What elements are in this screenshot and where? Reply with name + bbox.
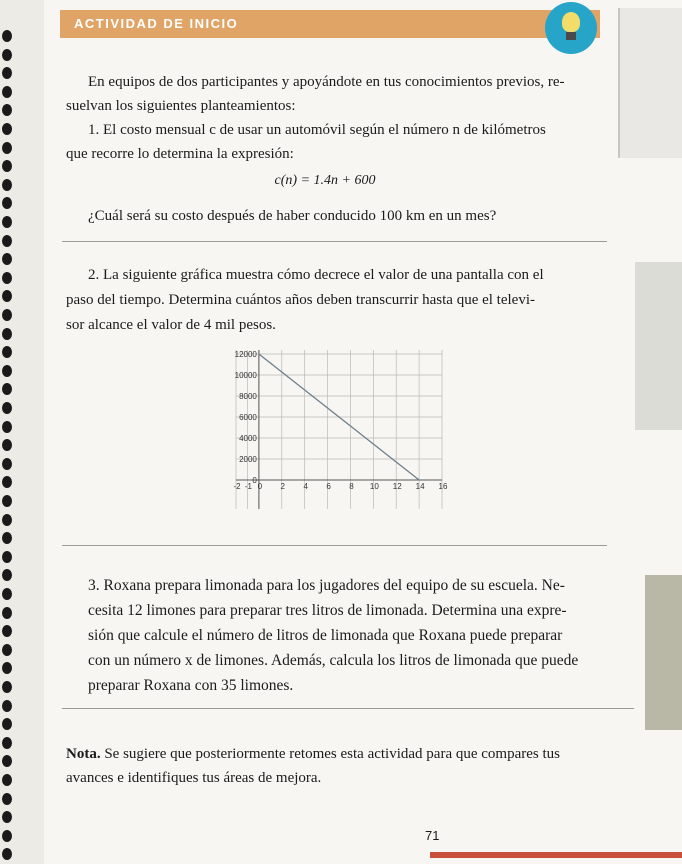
q1-line-1: 1. El costo mensual c de usar un automóvil según el número n de kilómetros [88,122,546,138]
spiral-hole [2,30,12,42]
y-tick-label: 0 [252,476,257,485]
x-tick-label: 6 [326,482,331,491]
spiral-hole [2,272,12,284]
spiral-hole [2,104,12,116]
spiral-hole [2,662,12,674]
spiral-hole [2,755,12,767]
answer-line-2 [62,545,607,546]
spiral-hole [2,328,12,340]
spiral-hole [2,476,12,488]
spiral-hole [2,346,12,358]
spiral-hole [2,718,12,730]
lightbulb-icon [545,2,597,54]
y-tick-label: 12000 [234,350,257,359]
spiral-hole [2,588,12,600]
note-text: Se sugiere que posteriormente retomes esta actividad para que compares tus [100,746,560,762]
spiral-hole [2,290,12,302]
q2-line-1: 2. La siguiente gráfica muestra cómo decrece el valor de una pantalla con el [88,267,544,283]
x-tick-label: 16 [438,482,448,491]
y-tick-label: 10000 [234,371,257,380]
spiral-hole [2,625,12,637]
x-tick-label: 12 [392,482,402,491]
spiral-hole [2,848,12,860]
spiral-hole [2,793,12,805]
y-tick-label: 4000 [239,434,257,443]
x-tick-label: -1 [244,482,253,491]
spiral-hole [2,607,12,619]
spiral-hole [2,216,12,228]
y-tick-label: 8000 [239,392,257,401]
note-line-2: avances e identifiques tus áreas de mejora. [66,770,322,786]
spiral-hole [2,402,12,414]
spiral-hole [2,439,12,451]
spiral-hole [2,421,12,433]
intro-line-2: suelvan los siguientes planteamientos: [66,98,296,114]
q3-line-3: sión que calcule el número de litros de limonada que Roxana puede preparar [88,627,563,644]
x-tick-label: 4 [303,482,308,491]
x-tick-label: 10 [369,482,379,491]
tv-photo [635,262,682,430]
spiral-hole [2,644,12,656]
q3-line-1: 3. Roxana prepara limonada para los jugadores del equipo de su escuela. Ne- [88,577,565,594]
spiral-hole [2,774,12,786]
spiral-hole [2,811,12,823]
note-label: Nota. [66,746,101,762]
x-tick-label: 8 [349,482,354,491]
spiral-hole [2,179,12,191]
value-decrease-chart [228,348,450,513]
spiral-hole [2,160,12,172]
notebook-spine [0,0,44,864]
spiral-hole [2,532,12,544]
spiral-hole [2,142,12,154]
spiral-hole [2,123,12,135]
x-tick-label: 2 [280,482,286,491]
q2-line-2: paso del tiempo. Determina cuántos años deben transcurrir hasta que el televi- [66,292,535,308]
q1-line-2: que recorre lo determina la expresión: [66,146,294,162]
note-line-1 [66,744,560,765]
spiral-hole [2,569,12,581]
q3-line-5: preparar Roxana con 35 limones. [88,677,294,694]
x-tick-label: -2 [233,482,241,491]
spiral-hole [2,551,12,563]
q3-line-2: cesita 12 limones para preparar tres litros de limonada. Determina una expre- [88,602,567,619]
car-photo [618,8,682,158]
spiral-hole [2,681,12,693]
spiral-hole [2,495,12,507]
x-tick-label: 14 [415,482,425,491]
spiral-hole [2,49,12,61]
spiral-hole [2,197,12,209]
lemon-photo [645,575,682,730]
y-tick-label: 2000 [239,455,257,464]
answer-line-1 [62,241,607,242]
q3-line-4: con un número x de limones. Además, calcula los litros de limonada que puede [88,652,579,669]
y-tick-label: 6000 [239,413,257,422]
spiral-hole [2,737,12,749]
section-title: ACTIVIDAD DE INICIO [60,10,600,38]
spiral-hole [2,383,12,395]
spiral-hole [2,235,12,247]
accent-bar [430,852,682,858]
spiral-hole [2,67,12,79]
answer-line-3 [62,708,634,709]
spiral-hole [2,700,12,712]
q1-question: ¿Cuál será su costo después de haber conducido 100 km en un mes? [88,208,497,224]
spiral-hole [2,458,12,470]
intro-line-1: En equipos de dos participantes y apoyándote en tus conocimientos previos, re- [88,74,565,90]
page-number: 71 [425,828,440,843]
spiral-hole [2,86,12,98]
spiral-hole [2,253,12,265]
x-tick-label: 0 [257,482,263,491]
q2-line-3: sor alcance el valor de 4 mil pesos. [66,317,276,333]
spiral-hole [2,514,12,526]
spiral-hole [2,830,12,842]
q1-formula: c(n) = 1.4n + 600 [274,173,376,188]
spiral-hole [2,309,12,321]
spiral-hole [2,365,12,377]
